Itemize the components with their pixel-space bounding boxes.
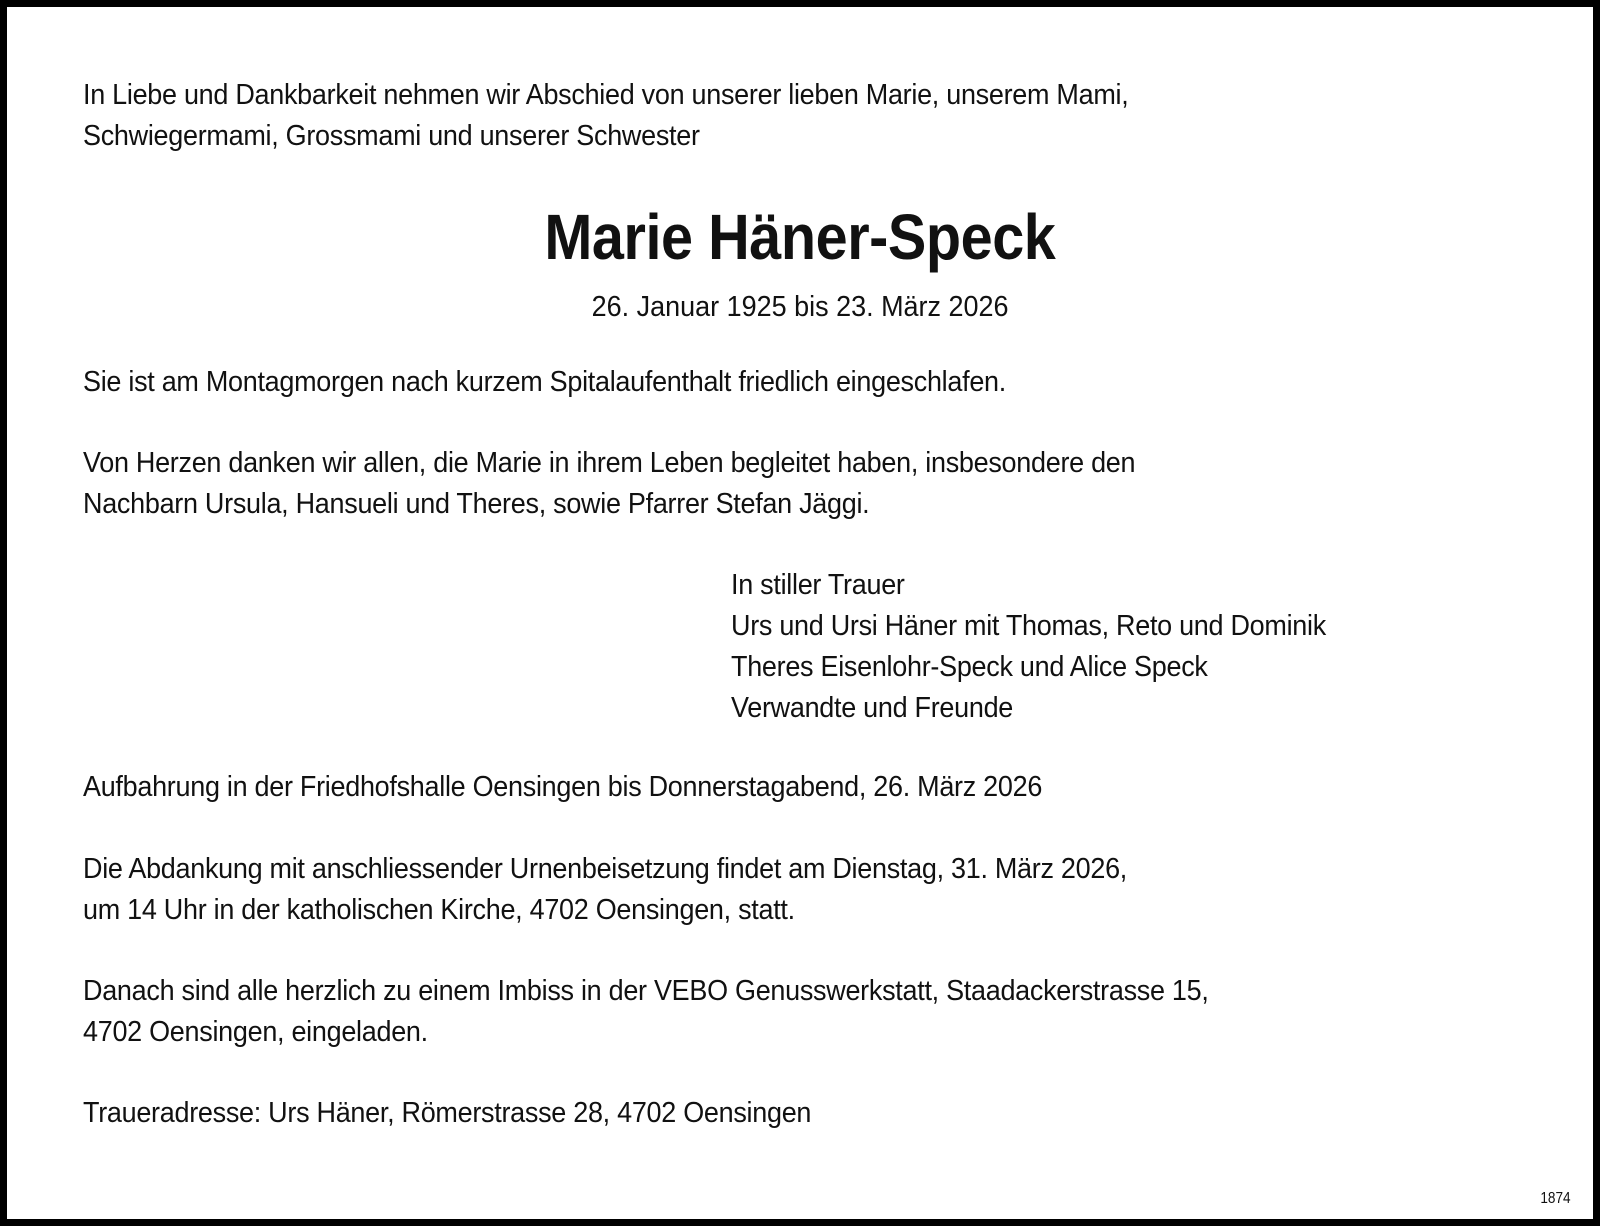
obituary-notice	[7, 7, 1593, 1219]
intro-line: In Liebe und Dankbarkeit nehmen wir Abschied von unserer lieben Marie, unserem Mami,	[83, 79, 1129, 111]
intro-line: Schwiegermami, Grossmami und unserer Schwester	[83, 120, 700, 152]
service-line: um 14 Uhr in der katholischen Kirche, 4702 Oensingen, statt.	[83, 894, 795, 926]
service-line: Die Abdankung mit anschliessender Urnenbeisetzung findet am Dienstag, 31. März 2026,	[83, 853, 1128, 885]
life-dates: 26. Januar 1925 bis 23. März 2026	[591, 291, 1009, 323]
passing-paragraph: Sie ist am Montagmorgen nach kurzem Spitalaufenthalt friedlich eingeschlafen.	[83, 366, 1006, 398]
thanks-line: Von Herzen danken wir allen, die Marie in ihrem Leben begleitet haben, insbesondere den	[83, 447, 1136, 479]
reception-line: Danach sind alle herzlich zu einem Imbiss in der VEBO Genusswerkstatt, Staadackerstrasse 15,	[83, 975, 1209, 1007]
mourners-heading: In stiller Trauer	[731, 569, 905, 601]
deceased-name: Marie Häner-Speck	[544, 201, 1056, 273]
service-paragraph	[83, 849, 1127, 931]
intro-paragraph	[83, 75, 1128, 157]
mourner-line: Urs und Ursi Häner mit Thomas, Reto und Dominik	[731, 610, 1326, 642]
viewing-paragraph: Aufbahrung in der Friedhofshalle Oensingen bis Donnerstagabend, 26. März 2026	[83, 771, 1043, 803]
mourner-line: Theres Eisenlohr-Speck und Alice Speck	[731, 651, 1208, 683]
mourners-block	[731, 565, 1326, 729]
reference-number: 1874	[1540, 1190, 1571, 1207]
thanks-paragraph	[83, 443, 1135, 525]
reception-paragraph	[83, 971, 1209, 1053]
reception-line: 4702 Oensingen, eingeladen.	[83, 1016, 428, 1048]
mourning-address: Traueradresse: Urs Häner, Römerstrasse 28, 4702 Oensingen	[83, 1097, 812, 1129]
mourner-line: Verwandte und Freunde	[731, 692, 1014, 724]
thanks-line: Nachbarn Ursula, Hansueli und Theres, sowie Pfarrer Stefan Jäggi.	[83, 488, 870, 520]
